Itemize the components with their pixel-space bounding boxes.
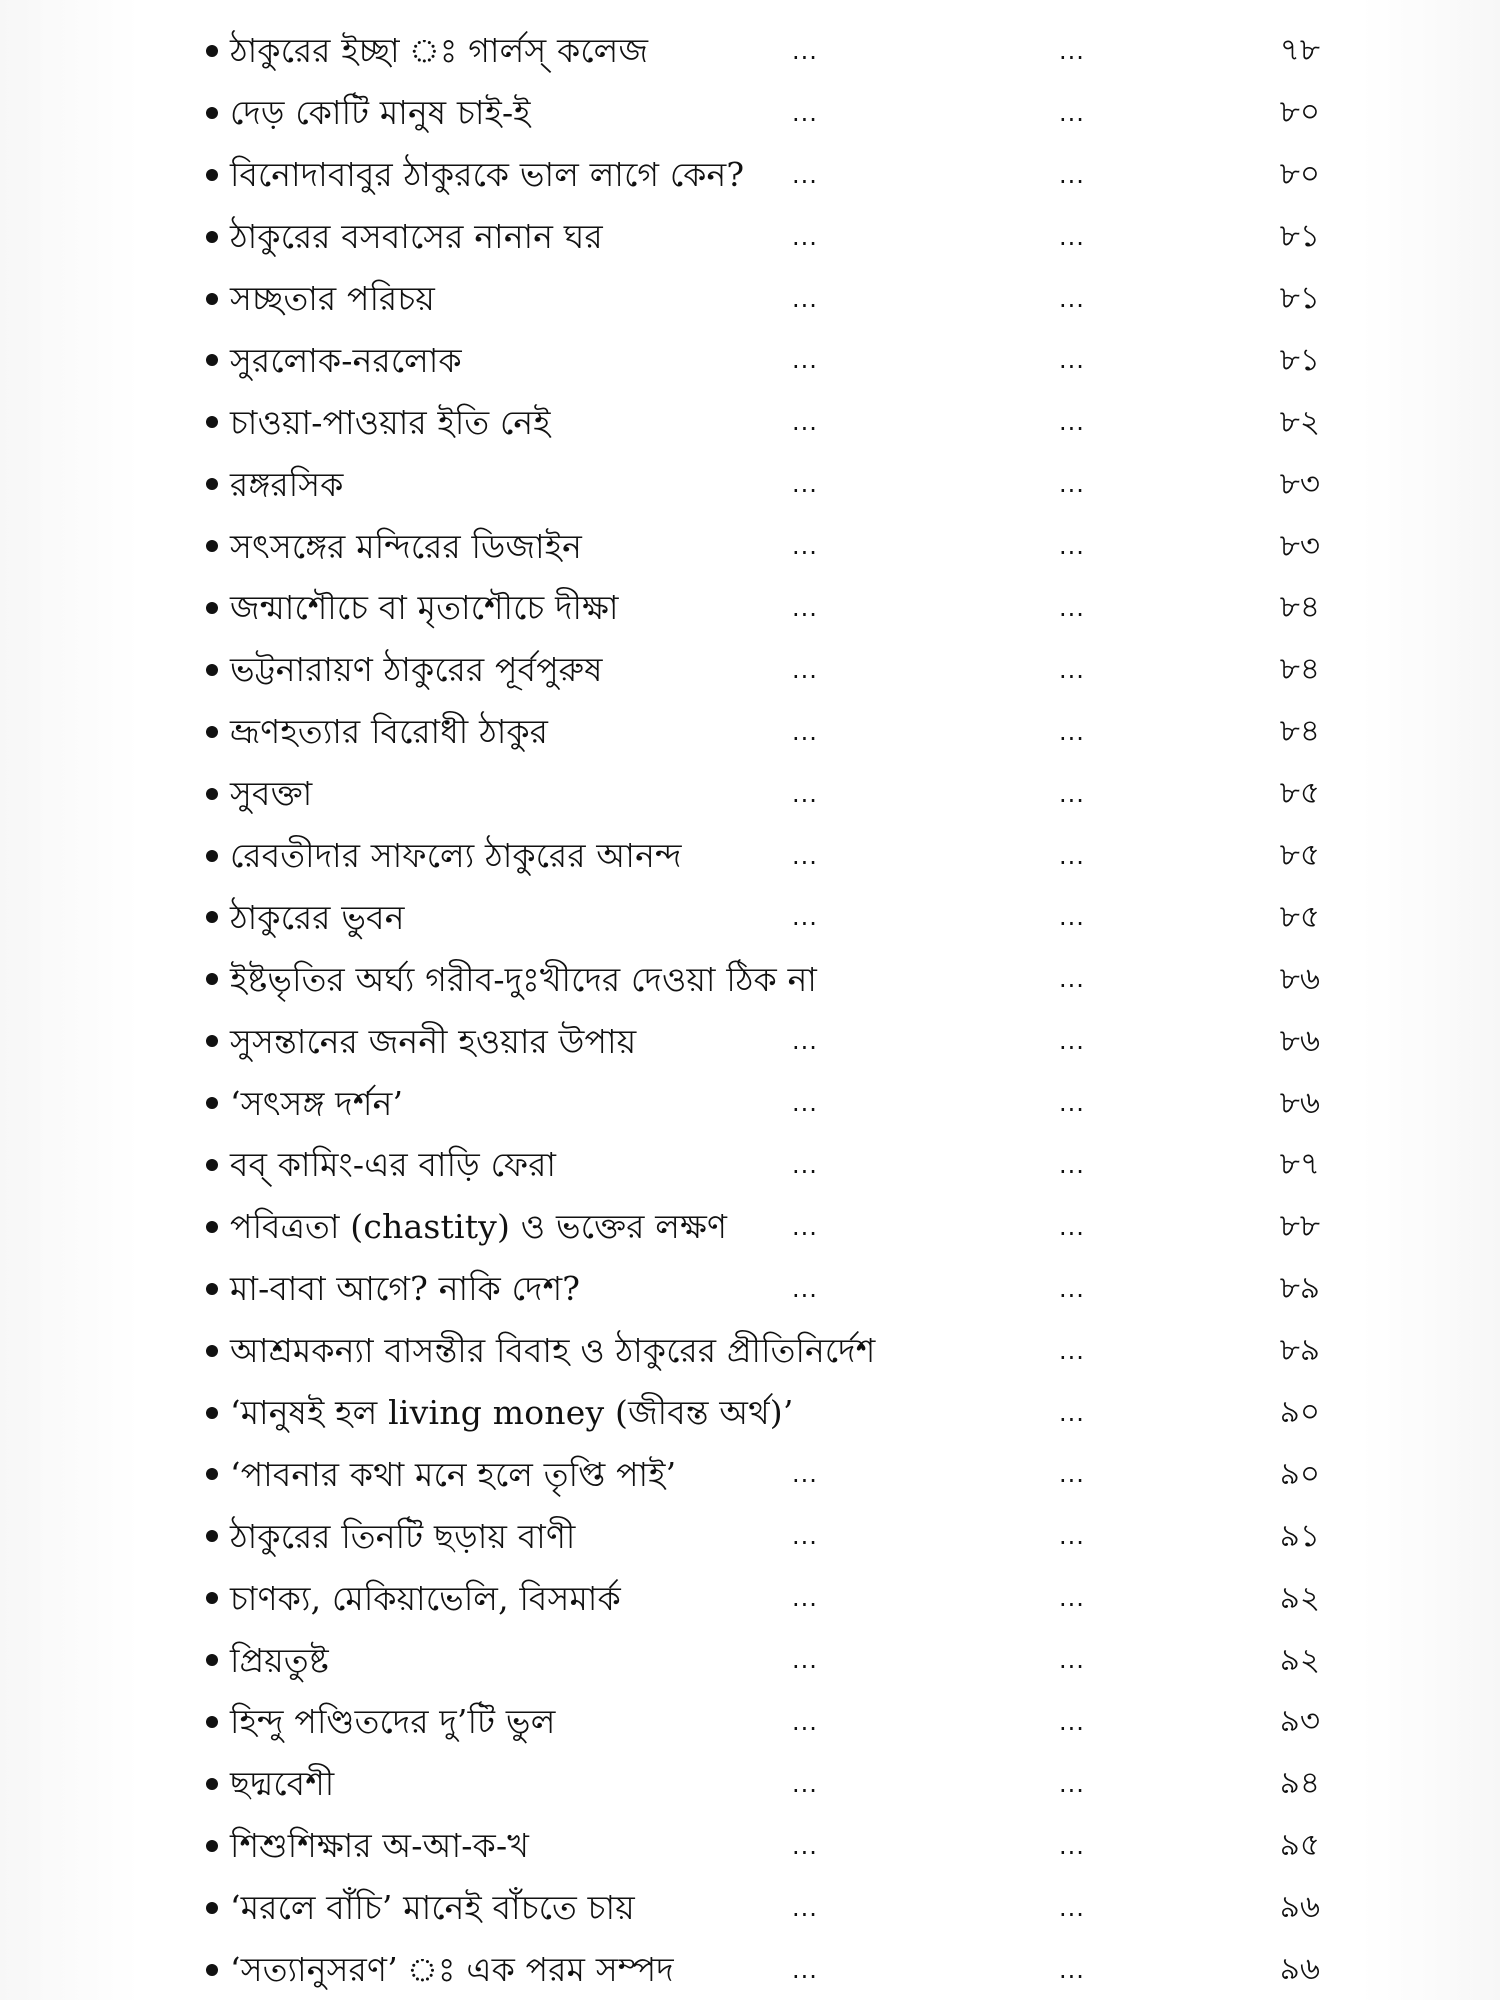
bullet-icon [206, 850, 218, 862]
toc-leader-dots: ... [1059, 1893, 1085, 1922]
toc-leader-dots: ... [792, 1150, 818, 1179]
toc-leader-dots: ... [792, 1584, 818, 1613]
toc-leader-dots: ... [792, 160, 818, 189]
toc-leader-dots: ... [792, 1646, 818, 1675]
toc-leader-dots: ... [792, 1274, 818, 1303]
toc-entry-content [206, 948, 1320, 1010]
toc-entry-content [206, 453, 1320, 515]
bullet-icon [206, 911, 218, 923]
toc-leader-dots: ... [1059, 717, 1085, 746]
toc-leader-dots: ... [1059, 284, 1085, 313]
toc-entry-content [206, 1505, 1320, 1567]
toc-leader-dots: ... [1059, 1769, 1085, 1798]
toc-entry-title: মা-বাবা আগে? নাকি দেশ? [230, 1269, 581, 1309]
bullet-icon [206, 1159, 218, 1171]
bullet-icon [206, 478, 218, 490]
toc-leader-dots: ... [792, 841, 818, 870]
toc-entry [206, 763, 1320, 825]
bullet-icon [206, 1283, 218, 1295]
toc-page-number: ৮৪ [1279, 713, 1320, 750]
bullet-icon [206, 540, 218, 552]
toc-page-number: ৮৬ [1279, 1084, 1320, 1121]
bullet-icon [206, 1902, 218, 1914]
toc-entry-content [206, 268, 1320, 330]
toc-entry [206, 886, 1320, 948]
toc-entry-title: চাওয়া-পাওয়ার ইতি নেই [230, 402, 551, 442]
toc-leader-dots: ... [792, 222, 818, 251]
bullet-icon [206, 1654, 218, 1666]
toc-leader-dots: ... [792, 655, 818, 684]
bullet-icon [206, 354, 218, 366]
bullet-icon [206, 107, 218, 119]
toc-page-number: ৮৩ [1279, 465, 1320, 502]
toc-entry [206, 1196, 1320, 1258]
toc-entry [206, 1691, 1320, 1753]
toc-entry [206, 20, 1320, 82]
toc-leader-dots: ... [1059, 346, 1085, 375]
bullet-icon [206, 1778, 218, 1790]
toc-entry-title: শিশুশিক্ষার অ-আ-ক-খ [230, 1826, 530, 1866]
toc-page-number: ৮৫ [1279, 837, 1320, 874]
toc-leader-dots: ... [792, 779, 818, 808]
toc-page-number: ৯৫ [1279, 1827, 1320, 1864]
toc-entry [206, 1258, 1320, 1320]
toc-entry [206, 1505, 1320, 1567]
toc-entry [206, 825, 1320, 887]
toc-entry [206, 1939, 1320, 2001]
toc-leader-dots: ... [1059, 1584, 1085, 1613]
toc-entry [206, 1567, 1320, 1629]
toc-leader-dots: ... [1059, 1522, 1085, 1551]
toc-page-number: ৮৯ [1279, 1332, 1320, 1369]
toc-leader-dots: ... [1059, 470, 1085, 499]
toc-entry-title: ঠাকুরের বসবাসের নানান ঘর [230, 217, 603, 257]
toc-page-number: ৯০ [1279, 1394, 1320, 1431]
toc-entry [206, 1629, 1320, 1691]
toc-entry-title: দেড় কোটি মানুষ চাই-ই [230, 93, 531, 133]
toc-page-number: ৮২ [1279, 403, 1320, 440]
bullet-icon [206, 169, 218, 181]
bullet-icon [206, 1716, 218, 1728]
toc-entry-content [206, 1134, 1320, 1196]
toc-page-number: ৯১ [1279, 1517, 1320, 1554]
toc-entry-title: ঠাকুরের ইচ্ছা ঃ গার্লস্ কলেজ [230, 31, 649, 71]
toc-leader-dots: ... [792, 1769, 818, 1798]
toc-entry [206, 1134, 1320, 1196]
toc-entry-content [206, 1567, 1320, 1629]
toc-entry [206, 1877, 1320, 1939]
toc-page-number: ৭৮ [1279, 32, 1320, 69]
toc-page-number: ৯২ [1279, 1579, 1320, 1616]
bullet-icon [206, 788, 218, 800]
toc-page-number: ৯৪ [1279, 1765, 1320, 1802]
toc-page-number: ৮১ [1279, 280, 1320, 316]
toc-leader-dots: ... [1059, 1274, 1085, 1303]
bullet-icon [206, 1530, 218, 1542]
toc-entry-title: ‘পাবনার কথা মনে হলে তৃপ্তি পাই’ [230, 1454, 677, 1494]
bullet-icon [206, 1468, 218, 1480]
bullet-icon [206, 1592, 218, 1604]
toc-page-number: ৮৬ [1279, 1022, 1320, 1059]
toc-entry [206, 577, 1320, 639]
toc-leader-dots: ... [1059, 36, 1085, 65]
toc-entry [206, 1443, 1320, 1505]
toc-leader-dots: ... [1059, 903, 1085, 932]
toc-entry-content [206, 391, 1320, 453]
toc-leader-dots: ... [1059, 1212, 1085, 1241]
bullet-icon [206, 973, 218, 985]
toc-entry-title: ভট্টনারায়ণ ঠাকুরের পূর্বপুরুষ [230, 650, 603, 690]
toc-entry-content [206, 1629, 1320, 1691]
toc-page-number: ৯৬ [1279, 1951, 1320, 1988]
toc-page-number: ৮০ [1279, 156, 1320, 193]
toc-page-number: ৯২ [1279, 1641, 1320, 1678]
bullet-icon [206, 1035, 218, 1047]
toc-entry-content [206, 1691, 1320, 1753]
toc-leader-dots: ... [792, 36, 818, 65]
toc-entry [206, 391, 1320, 453]
toc-page-number: ৮১ [1279, 341, 1320, 378]
toc-leader-dots: ... [792, 470, 818, 499]
toc-leader-dots: ... [792, 1460, 818, 1489]
toc-entry-content [206, 1939, 1320, 2001]
toc-entry-content [206, 825, 1320, 887]
toc-entry-title: পবিত্রতা (chastity) ও ভক্তের লক্ষণ [230, 1207, 728, 1247]
toc-leader-dots: ... [1059, 1027, 1085, 1056]
bullet-icon [206, 45, 218, 57]
toc-entry [206, 1382, 1320, 1444]
toc-leader-dots: ... [1059, 1398, 1085, 1427]
toc-entry-title: রঙ্গরসিক [230, 464, 344, 504]
toc-entry [206, 268, 1320, 330]
toc-entry-title: সৎসঙ্গের মন্দিরের ডিজাইন [230, 526, 583, 566]
toc-leader-dots: ... [1059, 593, 1085, 622]
bullet-icon [206, 602, 218, 614]
toc-leader-dots: ... [792, 717, 818, 746]
toc-page-number: ৮০ [1279, 94, 1320, 131]
toc-entry-title: হিন্দু পণ্ডিতদের দু’টি ভুল [230, 1702, 556, 1742]
toc-entry [206, 515, 1320, 577]
toc-leader-dots: ... [1059, 160, 1085, 189]
toc-leader-dots: ... [1059, 1336, 1085, 1365]
toc-leader-dots: ... [792, 1522, 818, 1551]
toc-entry-content [206, 1320, 1320, 1382]
toc-page-number: ৯৩ [1279, 1703, 1320, 1740]
bullet-icon [206, 1840, 218, 1852]
toc-entry-title: ‘সৎসঙ্গ দর্শন’ [230, 1083, 404, 1123]
toc-page-number: ৮৪ [1279, 651, 1320, 688]
toc-entry [206, 1010, 1320, 1072]
toc-entry-content [206, 1877, 1320, 1939]
toc-entry [206, 329, 1320, 391]
toc-leader-dots: ... [1059, 1955, 1085, 1984]
toc-leader-dots: ... [1059, 1150, 1085, 1179]
toc-entry [206, 82, 1320, 144]
toc-leader-dots: ... [792, 346, 818, 375]
toc-leader-dots: ... [792, 1831, 818, 1860]
bullet-icon [206, 726, 218, 738]
toc-entry-title: সুরলোক-নরলোক [230, 340, 462, 380]
toc-entry-content [206, 1072, 1320, 1134]
toc-leader-dots: ... [792, 903, 818, 932]
toc-leader-dots: ... [1059, 841, 1085, 870]
toc-entry-content [206, 886, 1320, 948]
toc-entry [206, 144, 1320, 206]
toc-leader-dots: ... [1059, 222, 1085, 251]
toc-entry-content [206, 1443, 1320, 1505]
bullet-icon [206, 1221, 218, 1233]
toc-entry-content [206, 639, 1320, 701]
toc-entry-title: ইষ্টভৃতির অর্ঘ্য গরীব-দুঃখীদের দেওয়া ঠিক না [230, 959, 818, 999]
toc-leader-dots: ... [792, 1089, 818, 1118]
toc-page-number: ৮৯ [1279, 1270, 1320, 1307]
toc-entry-content [206, 577, 1320, 639]
toc-leader-dots: ... [792, 1027, 818, 1056]
toc-entry-title: রেবতীদার সাফল্যে ঠাকুরের আনন্দ [230, 836, 682, 876]
toc-leader-dots: ... [1059, 98, 1085, 127]
toc-entry-content [206, 20, 1320, 82]
toc-entry-content [206, 82, 1320, 144]
toc-leader-dots: ... [792, 1893, 818, 1922]
toc-entry-title: আশ্রমকন্যা বাসন্তীর বিবাহ ও ঠাকুরের প্রীতিনির্দেশ [230, 1331, 876, 1371]
toc-page-number: ৮৫ [1279, 775, 1320, 812]
toc-entry-title: চাণক্য, মেকিয়াভেলি, বিসমার্ক [230, 1578, 621, 1618]
toc-entry-title: ভ্রূণহত্যার বিরোধী ঠাকুর [230, 712, 549, 752]
toc-entry-content [206, 144, 1320, 206]
bullet-icon [206, 293, 218, 305]
toc-page-number: ৮৮ [1279, 1208, 1320, 1245]
toc-leader-dots: ... [792, 1707, 818, 1736]
toc-entry-title: ঠাকুরের ভুবন [230, 897, 405, 937]
toc-entry [206, 1753, 1320, 1815]
toc-entry-content [206, 701, 1320, 763]
toc-leader-dots: ... [792, 593, 818, 622]
toc-leader-dots: ... [1059, 1707, 1085, 1736]
toc-page-number: ৯৬ [1279, 1889, 1320, 1926]
toc-leader-dots: ... [1059, 1460, 1085, 1489]
toc-page-number: ৯০ [1279, 1455, 1320, 1492]
toc-leader-dots: ... [792, 284, 818, 313]
bullet-icon [206, 1345, 218, 1357]
toc-leader-dots: ... [792, 408, 818, 437]
toc-leader-dots: ... [1059, 655, 1085, 684]
toc-entry-content [206, 206, 1320, 268]
toc-entry [206, 701, 1320, 763]
toc-leader-dots: ... [792, 1212, 818, 1241]
toc-leader-dots: ... [792, 532, 818, 561]
toc-entry-title: সুসন্তানের জননী হওয়ার উপায় [230, 1021, 637, 1061]
toc-entry-content [206, 329, 1320, 391]
toc-entry [206, 1072, 1320, 1134]
toc-entry-title: ছদ্মবেশী [230, 1764, 335, 1804]
toc-entry-title: প্রিয়তুষ্ট [230, 1640, 329, 1680]
toc-entry-title: বব্ কামিং-এর বাড়ি ফেরা [230, 1145, 557, 1185]
toc-leader-dots: ... [1059, 408, 1085, 437]
toc-page-number: ৮৫ [1279, 898, 1320, 935]
toc-entry-title: জন্মাশৌচে বা মৃতাশৌচে দীক্ষা [230, 588, 619, 628]
toc-page-number: ৮৭ [1279, 1146, 1320, 1183]
toc-page-number: ৮৪ [1279, 589, 1320, 626]
toc-entry-content [206, 763, 1320, 825]
toc-leader-dots: ... [792, 98, 818, 127]
bullet-icon [206, 231, 218, 243]
toc-entry-content [206, 1010, 1320, 1072]
bullet-icon [206, 1097, 218, 1109]
toc-entry [206, 948, 1320, 1010]
toc-leader-dots: ... [792, 1955, 818, 1984]
toc-entry [206, 1815, 1320, 1877]
toc-entry [206, 453, 1320, 515]
toc-entry-title: ঠাকুরের তিনটি ছড়ায় বাণী [230, 1516, 576, 1556]
toc-entry [206, 639, 1320, 701]
bullet-icon [206, 1964, 218, 1976]
toc-entry-content [206, 1382, 1320, 1444]
toc-entry-content [206, 1815, 1320, 1877]
toc-page-number: ৮৩ [1279, 527, 1320, 564]
toc-entry-title: সচ্ছতার পরিচয় [230, 279, 436, 318]
table-of-contents [206, 20, 1320, 2001]
toc-leader-dots: ... [1059, 779, 1085, 808]
toc-leader-dots: ... [1059, 532, 1085, 561]
toc-entry [206, 206, 1320, 268]
toc-entry-title: ‘মানুষই হল living money (জীবন্ত অর্থ)’ [230, 1393, 794, 1433]
toc-entry-title: বিনোদাবাবুর ঠাকুরকে ভাল লাগে কেন? [230, 155, 745, 195]
toc-entry [206, 1320, 1320, 1382]
toc-entry-title: ‘মরলে বাঁচি’ মানেই বাঁচতে চায় [230, 1888, 635, 1928]
toc-entry-title: সুবক্তা [230, 774, 313, 814]
toc-entry-content [206, 1258, 1320, 1320]
toc-page-number: ৮১ [1279, 218, 1320, 255]
toc-leader-dots: ... [1059, 965, 1085, 994]
toc-entry-content [206, 1196, 1320, 1258]
toc-leader-dots: ... [1059, 1089, 1085, 1118]
toc-leader-dots: ... [1059, 1831, 1085, 1860]
bullet-icon [206, 416, 218, 428]
toc-entry-content [206, 515, 1320, 577]
bullet-icon [206, 664, 218, 676]
toc-page-number: ৮৬ [1279, 960, 1320, 997]
toc-entry-content [206, 1753, 1320, 1815]
bullet-icon [206, 1407, 218, 1419]
toc-leader-dots: ... [1059, 1646, 1085, 1675]
toc-entry-title: ‘সত্যানুসরণ’ ঃ এক পরম সম্পদ [230, 1950, 674, 1990]
